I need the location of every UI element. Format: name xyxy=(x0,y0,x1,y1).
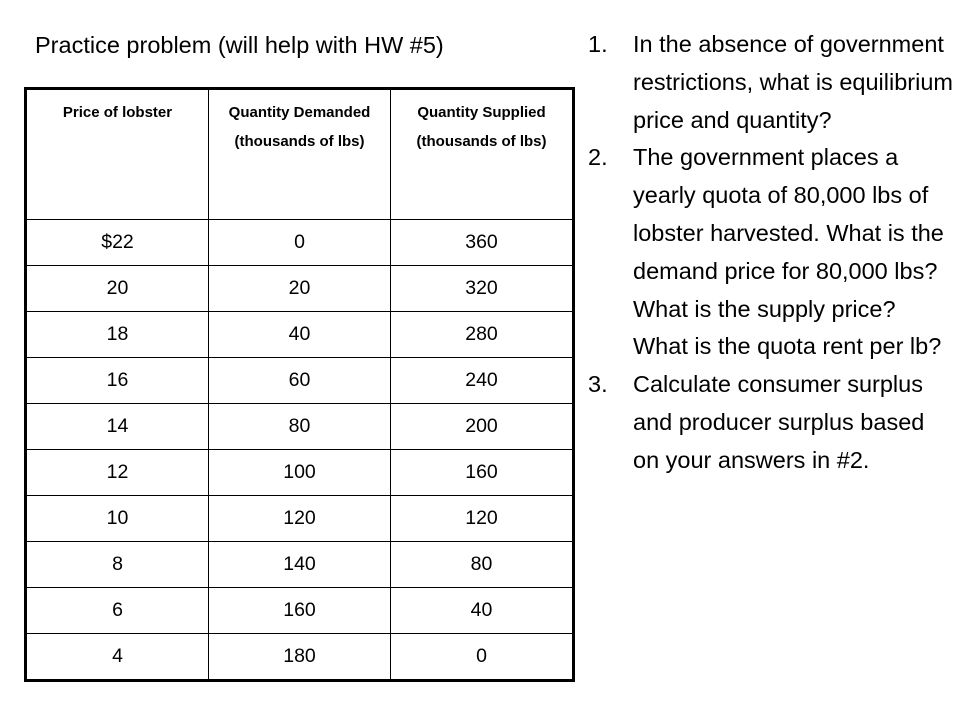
table-row xyxy=(26,220,574,266)
question-text: The government places a yearly quota of 80,000 lbs of lobster harvested. What is the demand price for 80,000 lbs? What is the supply price? What is the quota rent per lb? xyxy=(633,144,944,360)
table-row xyxy=(26,266,574,312)
cell-price: 10 xyxy=(26,496,209,542)
cell-price: 12 xyxy=(26,450,209,496)
header-quantity-demanded: Quantity Demanded (thousands of lbs) xyxy=(209,89,391,220)
question-number: 3. xyxy=(588,371,608,398)
table-row xyxy=(26,588,574,634)
cell-price: 4 xyxy=(26,634,209,681)
question-list xyxy=(585,26,955,480)
table-row xyxy=(26,450,574,496)
cell-quantity-supplied: 0 xyxy=(391,634,574,681)
cell-quantity-demanded: 80 xyxy=(209,404,391,450)
page-title: Practice problem (will help with HW #5) xyxy=(35,32,444,58)
cell-quantity-supplied: 240 xyxy=(391,358,574,404)
cell-quantity-demanded: 100 xyxy=(209,450,391,496)
table-header-row xyxy=(26,89,574,220)
table-row xyxy=(26,634,574,681)
table-row xyxy=(26,404,574,450)
table-row xyxy=(26,542,574,588)
cell-quantity-demanded: 60 xyxy=(209,358,391,404)
cell-quantity-demanded: 140 xyxy=(209,542,391,588)
cell-quantity-demanded: 40 xyxy=(209,312,391,358)
cell-quantity-supplied: 160 xyxy=(391,450,574,496)
cell-quantity-supplied: 80 xyxy=(391,542,574,588)
cell-price: $22 xyxy=(26,220,209,266)
cell-quantity-supplied: 320 xyxy=(391,266,574,312)
cell-quantity-demanded: 120 xyxy=(209,496,391,542)
question-number: 1. xyxy=(588,31,608,57)
header-quantity-supplied: Quantity Supplied (thousands of lbs) xyxy=(391,89,574,220)
question-item xyxy=(585,26,955,139)
question-item xyxy=(585,366,955,479)
cell-price: 18 xyxy=(26,312,209,358)
table-row xyxy=(26,312,574,358)
cell-price: 6 xyxy=(26,588,209,634)
supply-demand-table xyxy=(24,87,575,682)
cell-quantity-supplied: 200 xyxy=(391,404,574,450)
question-number: 2. xyxy=(588,144,608,171)
cell-quantity-supplied: 360 xyxy=(391,220,574,266)
cell-price: 20 xyxy=(26,266,209,312)
cell-price: 16 xyxy=(26,358,209,404)
table-body xyxy=(26,220,574,681)
cell-quantity-demanded: 180 xyxy=(209,634,391,681)
header-price: Price of lobster xyxy=(26,89,209,220)
cell-price: 8 xyxy=(26,542,209,588)
cell-price: 14 xyxy=(26,404,209,450)
cell-quantity-supplied: 280 xyxy=(391,312,574,358)
cell-quantity-supplied: 120 xyxy=(391,496,574,542)
cell-quantity-demanded: 160 xyxy=(209,588,391,634)
question-text: In the absence of government restrictions, what is equilibrium price and quantity? xyxy=(633,31,953,133)
question-item xyxy=(585,139,955,366)
question-text: Calculate consumer surplus and producer surplus based on your answers in #2. xyxy=(633,371,925,473)
table-row xyxy=(26,496,574,542)
cell-quantity-demanded: 0 xyxy=(209,220,391,266)
cell-quantity-demanded: 20 xyxy=(209,266,391,312)
table-row xyxy=(26,358,574,404)
cell-quantity-supplied: 40 xyxy=(391,588,574,634)
